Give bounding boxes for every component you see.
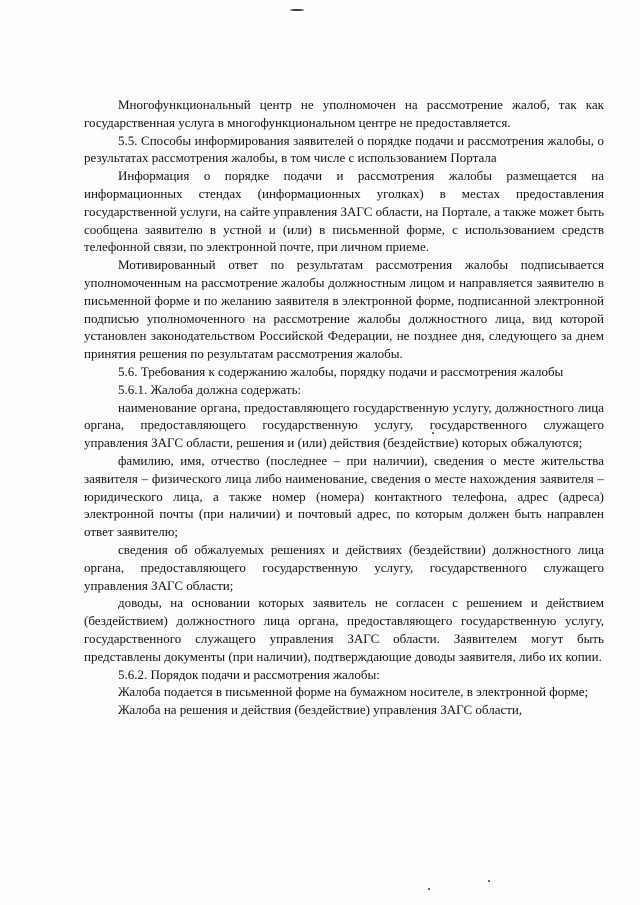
document-body (84, 96, 604, 719)
paragraph-item-authority-name: наименование органа, предоставляющего государственную услугу, должностного лица органа, предоставляющего государственную услугу, государственного служащего управления ЗАГС области, решения и (или) действия (бездействие) которых обжалуются; (84, 399, 604, 451)
paragraph-item-appealed-decisions: сведения об обжалуемых решениях и действиях (бездействии) должностного лица органа, предоставляющего государственную услугу, государственного служащего управления ЗАГС области; (84, 541, 604, 593)
paragraph-section-5-6-2-heading: 5.6.2. Порядок подачи и рассмотрения жалобы: (118, 666, 380, 682)
paragraph-complaint-against-decisions: Жалоба на решения и действия (бездействие) управления ЗАГС области, (118, 702, 523, 718)
paragraph-mfc-note: Многофункциональный центр не уполномочен на рассмотрение жалоб, так как государственная услуга в многофункциональном центре не предоставляется. (84, 97, 604, 130)
scan-artifact-bottom-right (488, 880, 490, 882)
scan-artifact-bottom-left (428, 888, 430, 890)
paragraph-item-applicant-details: фамилию, имя, отчество (последнее – при наличии), сведения о месте жительства заявителя – физического лица либо наименование, сведения о месте нахождения заявителя – юридического лица, а также номер (номера) контактного телефона, адрес (адреса) электронной почты (при наличии) и почтовый адрес, по которым должен быть направлен ответ заявителю; (84, 452, 604, 540)
paragraph-motivated-answer: Мотивированный ответ по результатам рассмотрения жалобы подписывается уполномоченным на рассмотрение жалобы должностным лицом и направляется заявителю в письменной форме и по желанию заявителя в электронной форме, подписанной электронной подписью уполномоченного на рассмотрение жалобы должностного лица, вид которой установлен законодательством Российской Федерации, не позднее дня, следующего за днем принятия решения по результатам рассмотрения жалобы. (84, 257, 604, 362)
paragraph-section-5-5-heading: 5.5. Способы информирования заявителей о порядке подачи и рассмотрения жалобы, о результатах рассмотрения жалобы, в том числе с использованием Портала (84, 132, 604, 166)
scan-artifact-top (290, 9, 304, 11)
paragraph-item-arguments: доводы, на основании которых заявитель не согласен с решением и действием (бездействием) должностного лица органа, предоставляющего государственную услугу, государственного служащего управления ЗАГС области. Заявителем могут быть представлены документы (при наличии), подтверждающие доводы заявителя, либо их копии. (84, 595, 604, 664)
paragraph-info-placement: Информация о порядке подачи и рассмотрения жалобы размещается на информационных стендах (информационных уголках) в местах предоставления государственной услуги, на сайте управления ЗАГС области, на Портале, а также может быть сообщена заявителю в устной и (или) в письменной форме, с использованием средств телефонной связи, по электронной почте, при личном приеме. (84, 168, 604, 255)
paragraph-submission-form: Жалоба подается в письменной форме на бумажном носителе, в электронной форме; (118, 684, 589, 700)
paragraph-section-5-6-1-heading: 5.6.1. Жалоба должна содержать: (118, 381, 302, 397)
paragraph-section-5-6-heading: 5.6. Требования к содержанию жалобы, порядку подачи и рассмотрения жалобы (118, 363, 564, 379)
